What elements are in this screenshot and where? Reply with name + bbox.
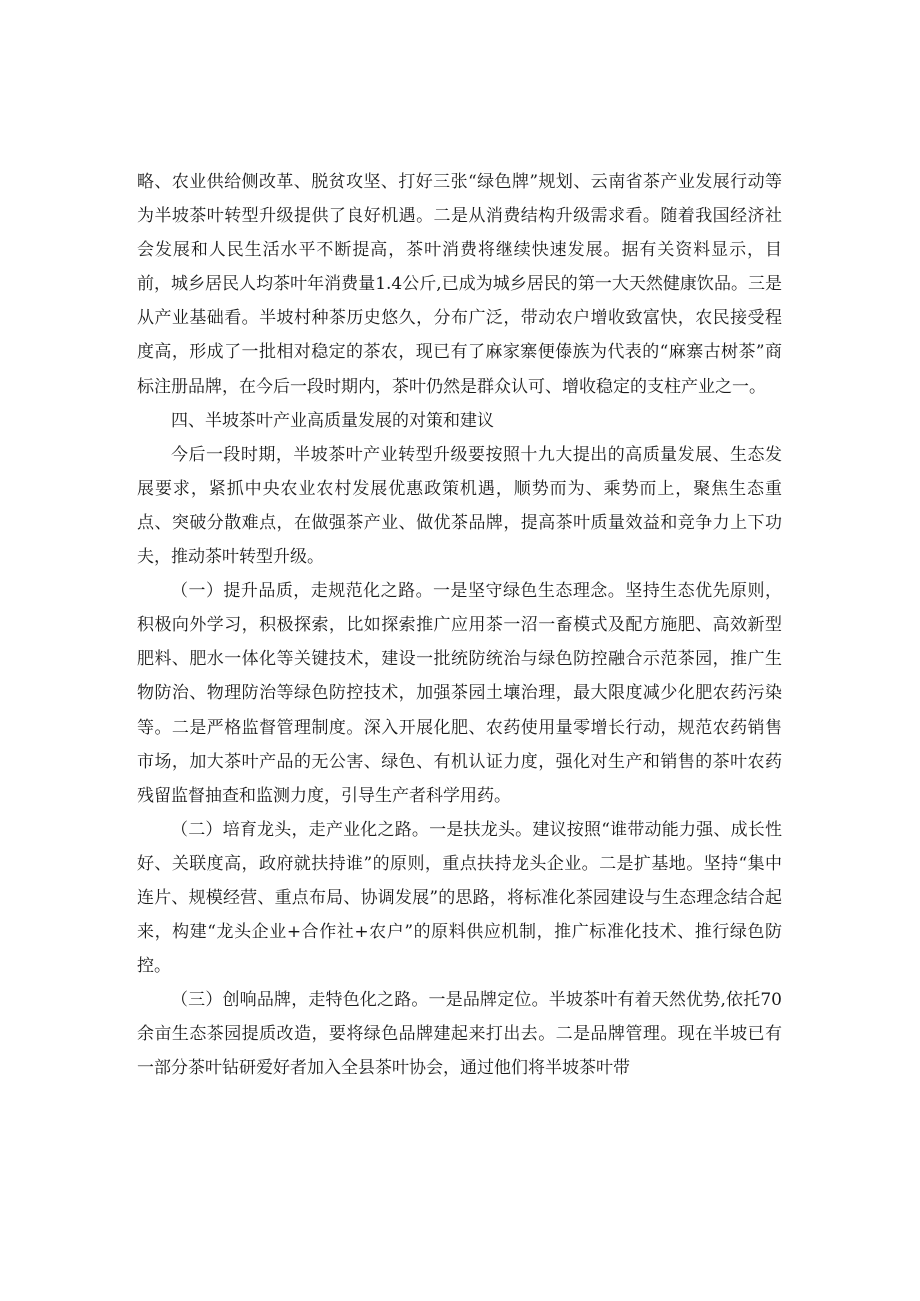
paragraph-future-period: 今后一段时期，半坡茶叶产业转型升级要按照十九大提出的高质量发展、生态发展要求，紧抓中央农业农村发展优惠政策机遇，顺势而为、乘势而上，聚焦生态重点、突破分散难点，在做强茶产业、做优茶品牌，提高茶叶质量效益和竞争力上下功夫，推动茶叶转型升级。 [137,444,782,568]
paragraph-create-brand: （三）创响品牌，走特色化之路。一是品牌定位。半坡茶叶有着天然优势,依托70余亩生态茶园提质改造，要将绿色品牌建起来打出去。二是品牌管理。现在半坡已有一部分茶叶钻研爱好者加入全县茶叶协会，通过他们将半坡茶叶带 [137,990,782,1079]
document-body [137,165,782,1086]
paragraph-improve-quality: （一）提升品质，走规范化之路。一是坚守绿色生态理念。坚持生态优先原则，积极向外学习，积极探索，比如探索推广应用茶一沼一畜模式及配方施肥、高效新型肥料、肥水一体化等关键技术，建设一批统防统治与绿色防控融合示范茶园，推广生物防治、物理防治等绿色防控技术，加强茶园土壤治理，最大限度减少化肥农药污染等。二是严格监督管理制度。深入开展化肥、农药使用量零增长行动，规范农药销售市场，加大茶叶产品的无公害、绿色、有机认证力度，强化对生产和销售的茶叶农药残留监督抽查和监测力度，引导生产者科学用药。 [137,581,782,806]
paragraph-opportunities-continued: 略、农业供给侧改革、脱贫攻坚、打好三张“绿色牌”规划、云南省茶产业发展行动等为半坡茶叶转型升级提供了良好机遇。二是从消费结构升级需求看。随着我国经济社会发展和人民生活水平不断提高，茶叶消费将继续快速发展。据有关资料显示，目前，城乡居民人均茶叶年消费量1.4公斤,已成为城乡居民的第一大天然健康饮品。三是从产业基础看。半坡村种茶历史悠久，分布广泛，带动农户增收致富快，农民接受程度高，形成了一批相对稳定的茶农，现已有了麻家寨便傣族为代表的“麻寨古树茶”商标注册品牌，在今后一段时期内，茶叶仍然是群众认可、增收稳定的支柱产业之一。 [137,172,782,397]
section-heading-four: 四、半坡茶叶产业高质量发展的对策和建议 [171,410,494,431]
paragraph-cultivate-leaders: （二）培育龙头，走产业化之路。一是扶龙头。建议按照“谁带动能力强、成长性好、关联度高，政府就扶持谁”的原则，重点扶持龙头企业。二是扩基地。坚持“集中连片、规模经营、重点布局、协调发展”的思路，将标准化茶园建设与生态理念结合起来，构建“龙头企业+合作社+农户”的原料供应机制，推广标准化技术、推行绿色防控。 [137,819,782,977]
